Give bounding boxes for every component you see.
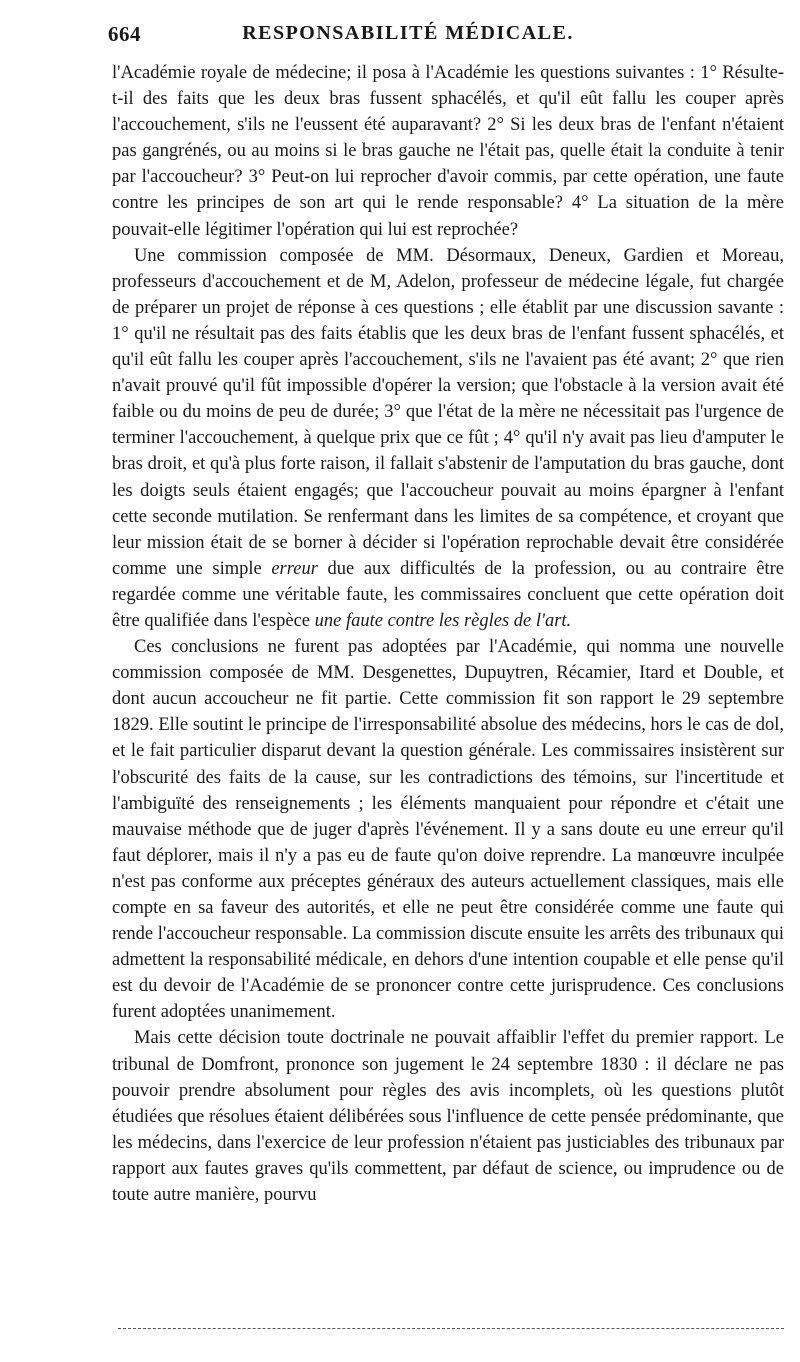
- paragraph: [112, 634, 784, 1025]
- body-text: [112, 60, 784, 1208]
- paragraph-text: Ces conclusions ne furent pas adoptées par l'Académie, qui nomma une nouvelle commission composée de MM. Desgenettes, Dupuytren, Récamier, Itard et Double, et dont aucun accoucheur ne fit partie. Cette commission fit son rapport le 29 septembre 1829. Elle soutint le principe de l'irresponsabilité absolue des médecins, hors le cas de dol, et le fait particulier disparut devant la question générale. Les commissaires insistèrent sur l'obscurité des faits de la cause, sur les contradictions des témoins, sur l'incertitude et l'ambiguïté des renseignements ; les éléments manquaient pour répondre et c'était une mauvaise méthode que de juger d'après l'événement. Il y a sans doute eu une erreur qu'il faut déplorer, mais il n'y a pas eu de faute qu'on doive reprendre. La manœuvre inculpée n'est pas conforme aux préceptes généraux des auteurs actuellement classiques, mais elle compte en sa faveur des autorités, et elle ne peut être considérée comme une faute qui rende l'accoucheur responsable. La commission discute ensuite les arrêts des tribunaux qui admettent la responsabilité médicale, en dehors d'une intention coupable et elle pense qu'il est du devoir de l'Académie de se prononcer contre cette jurisprudence. Ces conclusions furent adoptées unanimement.: [112, 637, 784, 1023]
- footer-rule: [118, 1328, 784, 1329]
- paragraph: [112, 60, 784, 243]
- paragraph-text: Mais cette décision toute doctrinale ne pouvait affaiblir l'effet du premier rapport. Le tribunal de Domfront, prononce son jugement le 24 septembre 1830 : il déclare ne pas pouvoir prendre absolument pour règles des avis incomplets, où les questions plutôt étudiées que résolues étaient délibérées sous l'influence de cette pensée prédominante, que les médecins, dans l'exercice de leur profession n'étaient pas justiciables des tribunaux par rapport aux fautes graves qu'ils commettent, par défaut de science, ou imprudence ou de toute autre manière, pourvu: [112, 1028, 784, 1206]
- running-title: RESPONSABILITÉ MÉDICALE.: [242, 22, 574, 44]
- page-number: 664: [108, 22, 141, 46]
- paragraph-text: due aux difficultés de la profession, ou au contraire être regardée comme une véritable faute, les commissaires concluent que cette opération doit être qualifiée dans l'espèce: [112, 558, 784, 631]
- page-header: [108, 22, 788, 52]
- italic-text: une faute contre les règles de l'art.: [314, 610, 572, 631]
- italic-text: erreur: [271, 558, 318, 579]
- paragraph-text: l'Académie royale de médecine; il posa à l'Académie les questions suivantes : 1° Résulte-t-il des faits que les deux bras fussent sphacélés, et qu'il eût fallu les couper après l'accouchement, s'ils ne l'eussent été auparavant? 2° Si les deux bras de l'enfant n'étaient pas gangrénés, ou au moins si le bras gauche ne l'était pas, quelle était la conduite à tenir par l'accoucheur? 3° Peut-on lui reprocher d'avoir commis, par cette opération, une faute contre les principes de son art qui le rende responsable? 4° La situation de la mère pouvait-elle légitimer l'opération qui lui est reprochée?: [112, 63, 784, 240]
- paragraph: [112, 243, 784, 634]
- paragraph-text: Une commission composée de MM. Désormaux, Deneux, Gardien et Moreau, professeurs d'accouchement et de M, Adelon, professeur de médecine légale, fut chargée de préparer un projet de réponse à ces questions ; elle établit par une discussion savante : 1° qu'il ne résultait pas des faits établis que les deux bras de l'enfant fussent sphacélés, et qu'il eût fallu les couper après l'accouchement, s'ils ne l'avaient pas été avant; 2° que rien n'avait prouvé qu'il fût impossible d'opérer la version; que l'obstacle à la version avait été faible ou du moins de peu de durée; 3° que l'état de la mère ne nécessitait pas l'urgence de terminer l'accouchement, à quelque prix que ce fût ; 4° qu'il n'y avait pas lieu d'amputer le bras droit, et qu'à plus forte raison, il fallait s'abstenir de l'amputation du bras gauche, dont les doigts seuls étaient engagés; que l'accoucheur pouvait au moins épargner à l'enfant cette seconde mutilation. Se renfermant dans les limites de sa compétence, et croyant que leur mission était de se borner à décider si l'opération reprochable devait être considérée comme une simple: [112, 245, 784, 579]
- paragraph: [112, 1025, 784, 1208]
